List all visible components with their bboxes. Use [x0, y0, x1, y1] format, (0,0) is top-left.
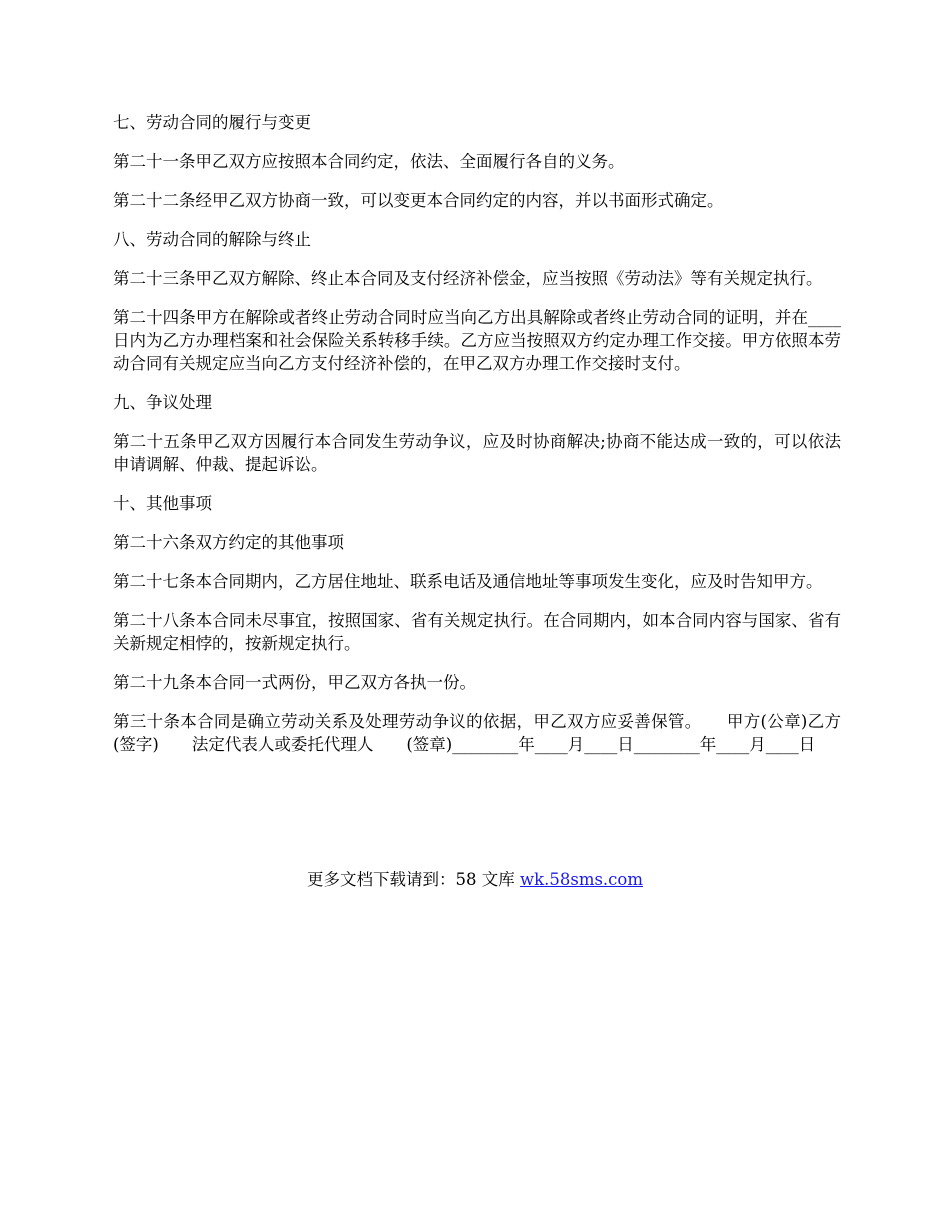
- section-7-title: 七、劳动合同的履行与变更: [113, 113, 311, 132]
- article-24: 第二十四条甲方在解除或者终止劳动合同时应当向乙方出具解除或者终止劳动合同的证明，并在____日内为乙方办理档案和社会保险关系转移手续。乙方应当按照双方约定办理工作交接。甲方依照本劳动合同有关规定应当向乙方支付经济补偿的，在甲乙双方办理工作交接时支付。: [113, 308, 841, 373]
- article-29: 第二十九条本合同一式两份，甲乙双方各执一份。: [113, 673, 476, 692]
- section-10-title: 十、其他事项: [113, 494, 212, 513]
- footer-prefix: 更多文档下载请到：58 文库: [306, 870, 520, 889]
- article-28: 第二十八条本合同未尽事宜，按照国家、省有关规定执行。在合同期内，如本合同内容与国家、省有关新规定相悖的，按新规定执行。: [113, 611, 841, 653]
- article-30-signature: 第三十条本合同是确立劳动关系及处理劳动争议的依据，甲乙双方应妥善保管。 甲方(公章)乙方(签字) 法定代表人或委托代理人 (签章)________年____月____日________年____月____日: [113, 712, 841, 754]
- footer-link[interactable]: wk.58sms.com: [519, 870, 643, 889]
- download-footer: [0, 868, 950, 891]
- article-22: 第二十二条经甲乙双方协商一致，可以变更本合同约定的内容，并以书面形式确定。: [113, 191, 724, 210]
- article-23: 第二十三条甲乙双方解除、终止本合同及支付经济补偿金，应当按照《劳动法》等有关规定执行。: [113, 269, 823, 288]
- document-body: [113, 111, 841, 772]
- article-27: 第二十七条本合同期内，乙方居住地址、联系电话及通信地址等事项发生变化，应及时告知甲方。: [113, 572, 823, 591]
- section-8-title: 八、劳动合同的解除与终止: [113, 230, 311, 249]
- article-26: 第二十六条双方约定的其他事项: [113, 533, 344, 552]
- article-21: 第二十一条甲乙双方应按照本合同约定，依法、全面履行各自的义务。: [113, 152, 625, 171]
- article-25: 第二十五条甲乙双方因履行本合同发生劳动争议，应及时协商解决;协商不能达成一致的，可以依法申请调解、仲裁、提起诉讼。: [113, 432, 841, 474]
- section-9-title: 九、争议处理: [113, 393, 212, 412]
